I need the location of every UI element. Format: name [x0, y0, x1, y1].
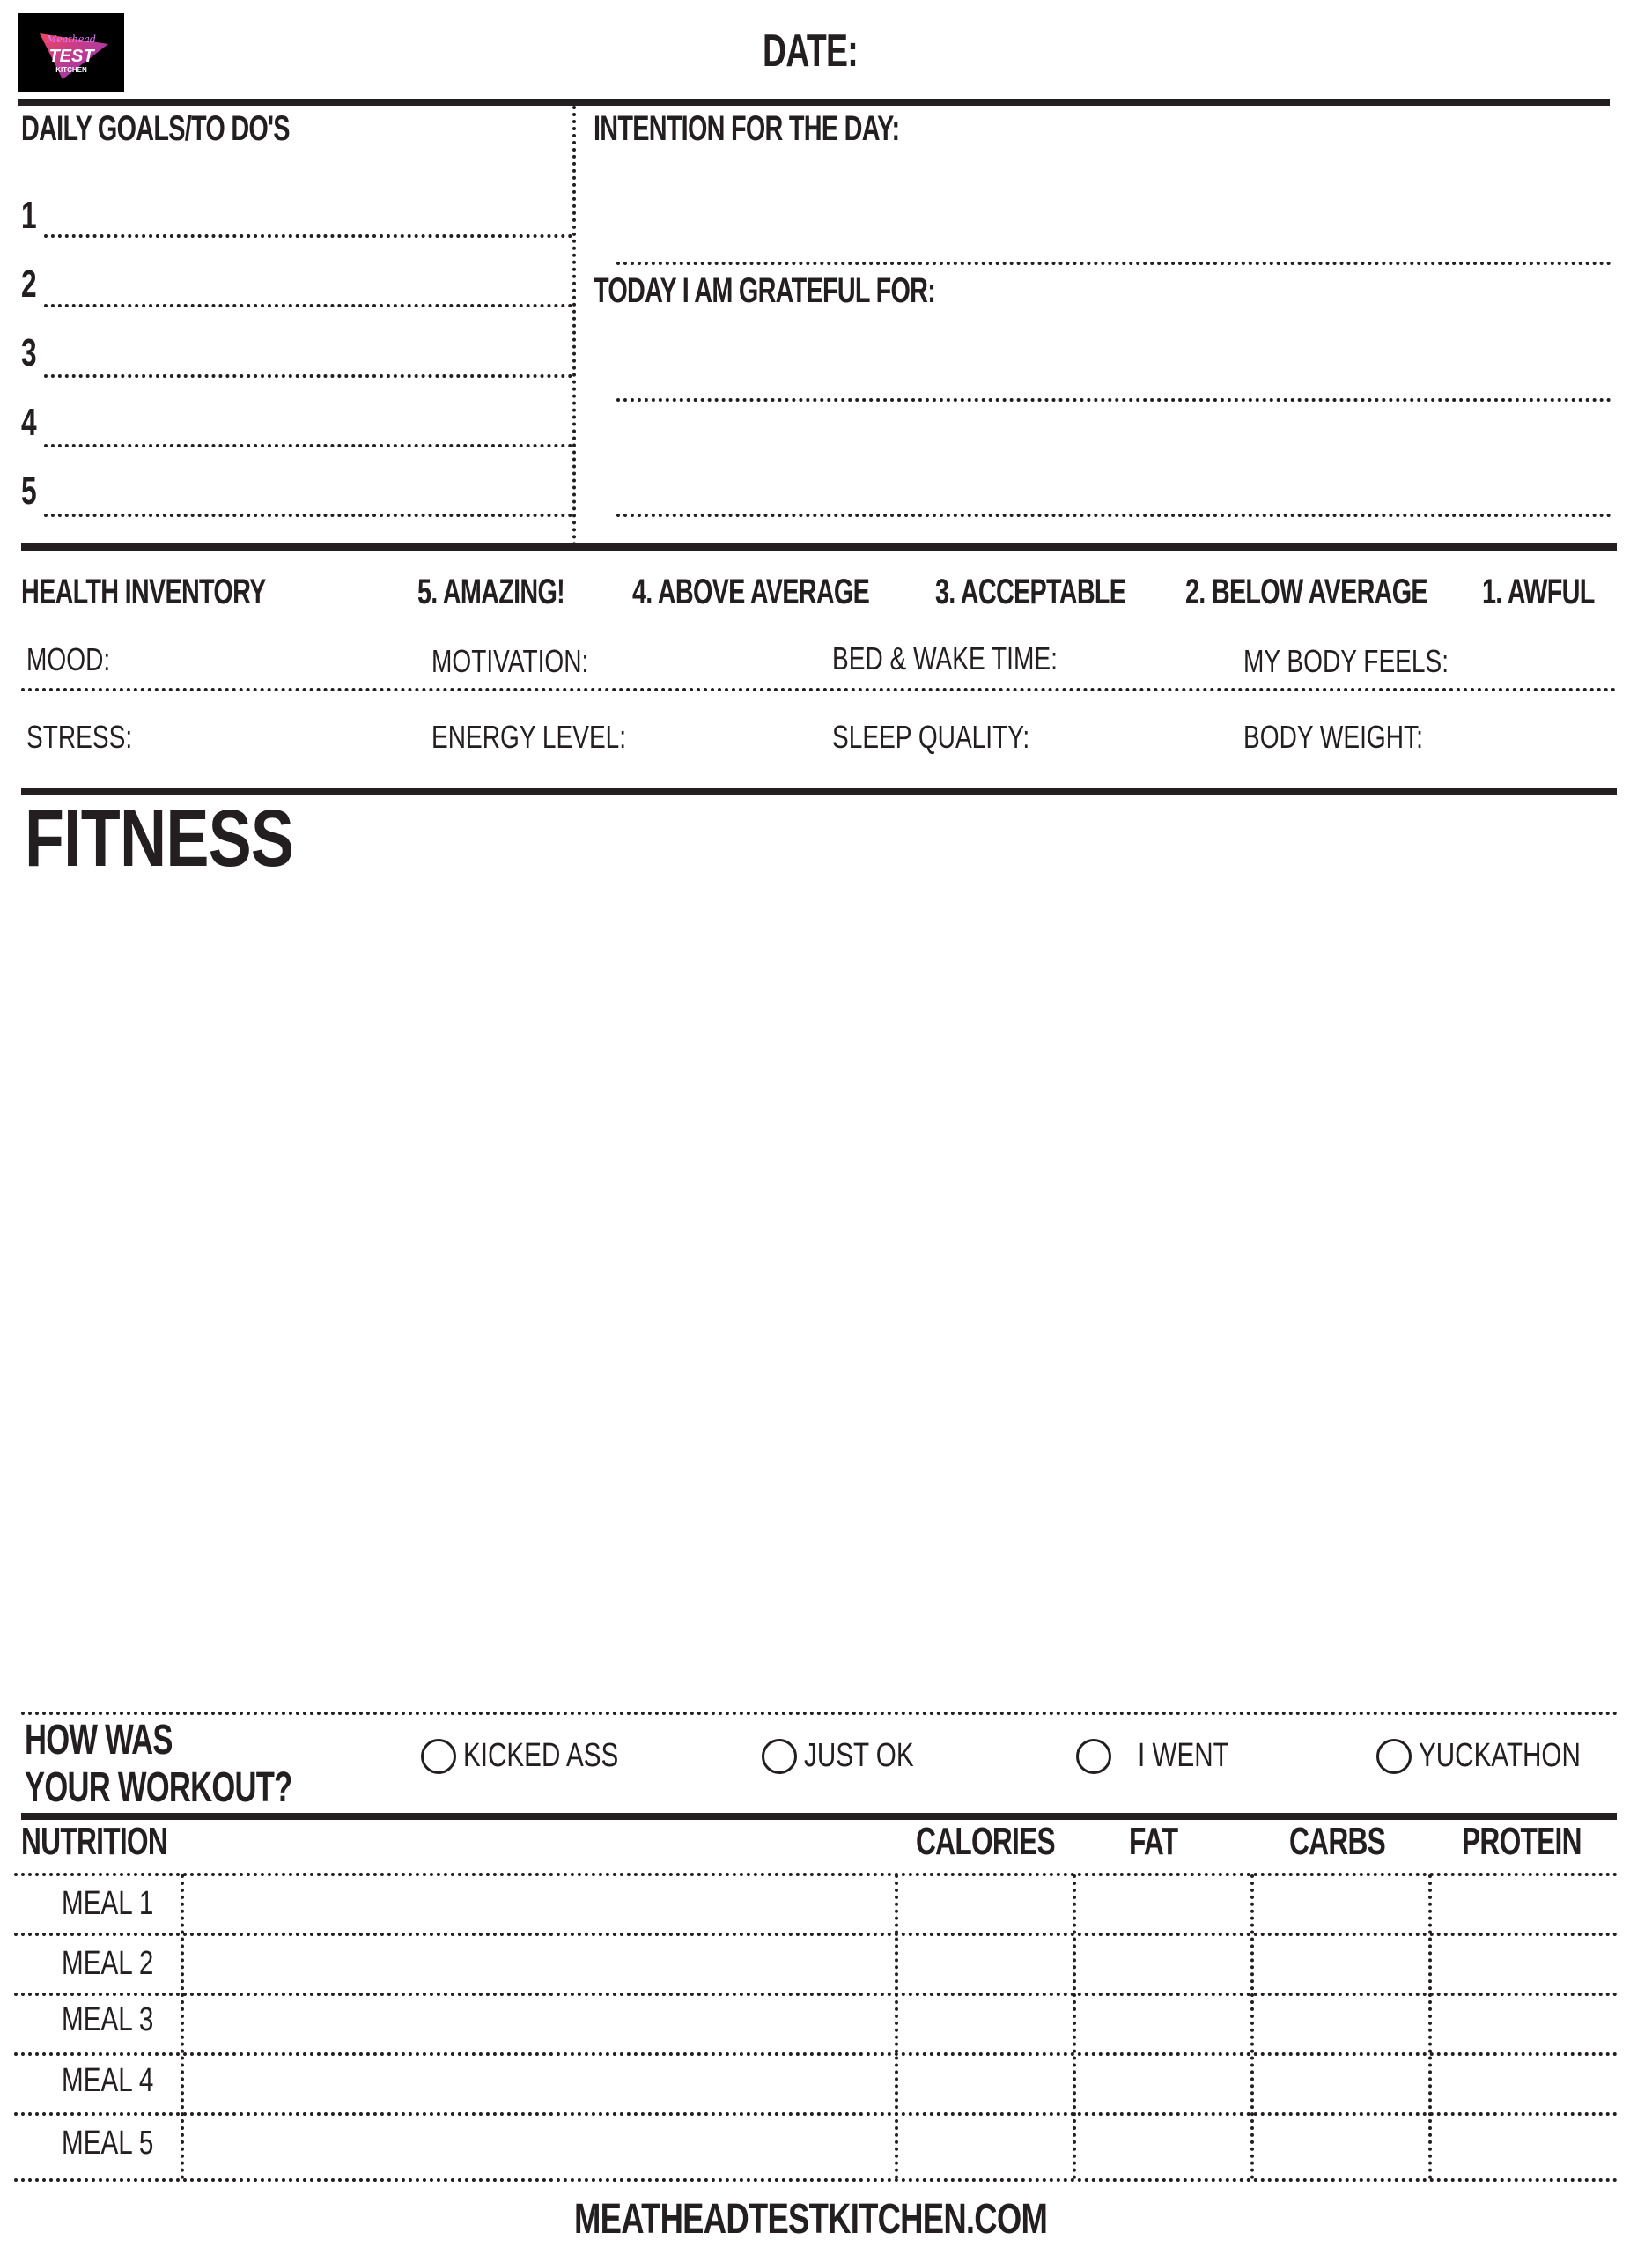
- svg-text:TEST: TEST: [48, 47, 94, 66]
- brand-logo: [18, 13, 124, 92]
- meal-1-food-input[interactable]: [185, 1876, 893, 1931]
- stress-field[interactable]: STRESS:: [26, 719, 133, 755]
- col-line: [181, 1874, 184, 2179]
- date-label: DATE:: [763, 26, 859, 77]
- body-weight-field[interactable]: BODY WEIGHT:: [1243, 719, 1423, 755]
- scale-2: 2. BELOW AVERAGE: [1185, 573, 1427, 611]
- fitness-notes-area[interactable]: [21, 890, 1617, 1704]
- meal-3-food-input[interactable]: [185, 1996, 893, 2051]
- radio-circle-icon[interactable]: [421, 1739, 456, 1774]
- goal-number: 2: [21, 262, 36, 306]
- goal-input-2[interactable]: [44, 304, 572, 307]
- radio-circle-icon[interactable]: [1376, 1739, 1412, 1774]
- workout-question-line1: HOW WAS: [25, 1717, 173, 1763]
- goals-title: DAILY GOALS/TO DO'S: [21, 109, 290, 148]
- scale-1: 1. AWFUL: [1482, 573, 1595, 611]
- column-carbs: CARBS: [1289, 1820, 1386, 1863]
- health-inventory-title: HEALTH INVENTORY: [21, 573, 266, 611]
- goal-input-1[interactable]: [44, 234, 572, 238]
- workout-top-divider: [21, 1712, 1619, 1715]
- meal-label: MEAL 5: [62, 2125, 154, 2162]
- option-label: JUST OK: [804, 1737, 914, 1774]
- meathead-test-kitchen-logo-icon: [27, 18, 115, 88]
- workout-option-just-ok[interactable]: [762, 1737, 945, 1775]
- option-label: I WENT: [1138, 1737, 1229, 1774]
- radio-circle-icon[interactable]: [1076, 1739, 1111, 1774]
- scale-4: 4. ABOVE AVERAGE: [632, 573, 870, 611]
- fitness-title: FITNESS: [25, 794, 294, 884]
- goal-number: 5: [21, 469, 36, 513]
- workout-option-yuckathon[interactable]: [1376, 1737, 1626, 1775]
- col-line: [1073, 1874, 1076, 2179]
- grateful-title: TODAY I AM GRATEFUL FOR:: [594, 271, 936, 310]
- divider-health: [21, 543, 1617, 551]
- meal-2-food-input[interactable]: [185, 1936, 893, 1991]
- col-line: [1250, 1874, 1254, 2179]
- column-calories: CALORIES: [916, 1820, 1055, 1863]
- meal-5-food-input[interactable]: [185, 2116, 893, 2176]
- grateful-input-2[interactable]: [616, 514, 1611, 517]
- meal-label: MEAL 2: [62, 1945, 154, 1982]
- intention-title: INTENTION FOR THE DAY:: [594, 109, 900, 148]
- date-field[interactable]: [872, 18, 1576, 88]
- col-line: [1428, 1874, 1432, 2179]
- goal-input-3[interactable]: [44, 374, 572, 378]
- divider-top: [18, 99, 1610, 106]
- goal-number: 4: [21, 401, 36, 444]
- meal-label: MEAL 1: [62, 1885, 154, 1922]
- scale-3: 3. ACCEPTABLE: [935, 573, 1126, 611]
- col-line: [895, 1874, 898, 2179]
- meal-label: MEAL 4: [62, 2062, 154, 2099]
- goal-input-5[interactable]: [44, 514, 572, 517]
- svg-text:Meathead: Meathead: [46, 33, 96, 45]
- option-label: KICKED ASS: [463, 1737, 619, 1774]
- goal-number: 3: [21, 331, 36, 374]
- divider-nutrition: [21, 1813, 1617, 1820]
- row-line: [14, 2178, 1619, 2182]
- mood-field[interactable]: MOOD:: [26, 641, 111, 677]
- health-row-divider: [21, 688, 1617, 691]
- column-fat: FAT: [1129, 1820, 1178, 1863]
- workout-option-i-went[interactable]: [1076, 1737, 1255, 1775]
- goal-input-4[interactable]: [44, 444, 572, 447]
- svg-text:KITCHEN: KITCHEN: [55, 66, 87, 74]
- nutrition-title: NUTRITION: [21, 1820, 167, 1863]
- intention-input[interactable]: [616, 262, 1611, 265]
- motivation-field[interactable]: MOTIVATION:: [431, 643, 589, 679]
- workout-option-kicked-ass[interactable]: [421, 1737, 662, 1775]
- meal-label: MEAL 3: [62, 2001, 154, 2038]
- bed-wake-time-field[interactable]: BED & WAKE TIME:: [832, 640, 1058, 676]
- column-protein: PROTEIN: [1462, 1820, 1582, 1863]
- goals-column-divider: [572, 106, 576, 546]
- sleep-quality-field[interactable]: SLEEP QUALITY:: [832, 719, 1030, 755]
- footer-website[interactable]: MEATHEADTESTKITCHEN.COM: [574, 2196, 1048, 2243]
- goal-number: 1: [21, 194, 36, 237]
- energy-level-field[interactable]: ENERGY LEVEL:: [431, 719, 627, 755]
- scale-5: 5. AMAZING!: [417, 573, 565, 611]
- grateful-input-1[interactable]: [616, 398, 1611, 402]
- meal-4-food-input[interactable]: [185, 2056, 893, 2111]
- workout-question-line2: YOUR WORKOUT?: [25, 1764, 292, 1811]
- body-feels-field[interactable]: MY BODY FEELS:: [1243, 643, 1449, 679]
- option-label: YUCKATHON: [1419, 1737, 1581, 1774]
- radio-circle-icon[interactable]: [762, 1739, 797, 1774]
